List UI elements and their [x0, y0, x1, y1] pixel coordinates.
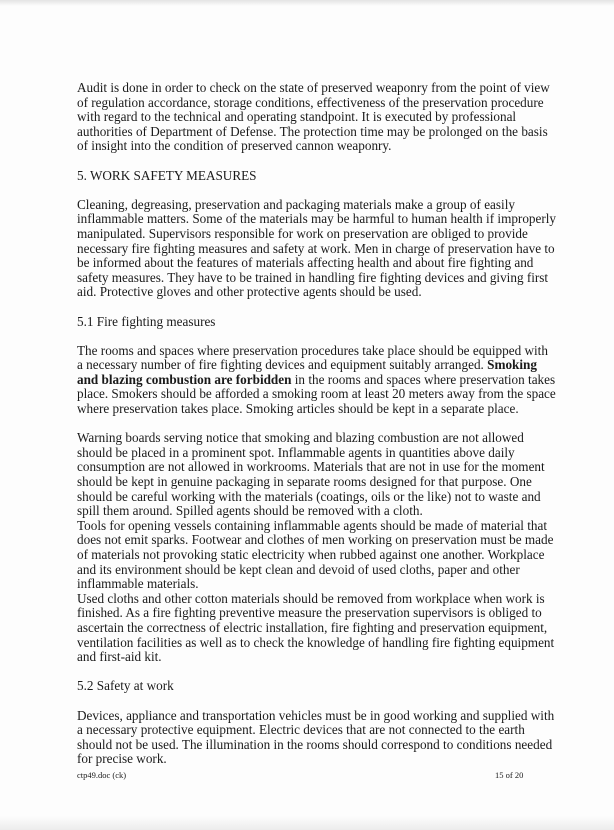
paragraph-text: in the rooms and spaces where preservation takes place. Smokers should be afforded a smoking room at least 20 meters away from the space where preservation takes place. Smoking articles should be kept in a separate place. — [77, 371, 556, 417]
section-5-1-paragraph-1 — [77, 344, 557, 417]
section-5-1-paragraph-4: Used cloths and other cotton materials should be removed from workplace when work is finished. As a fire fighting preventive measure the preservation supervisors is obliged to ascertain the correctness of electric installation, fire fighting and preservation equipment, ventilation facilities as well as to check the knowledge of handling fire fighting equipment and first-aid kit. — [77, 590, 555, 665]
section-5-2-heading: 5.2 Safety at work — [77, 678, 174, 694]
smoking-forbidden-emphasis: Smoking and blazing combustion are forbidden — [77, 357, 537, 387]
document-body — [77, 81, 557, 782]
section-5-1-paragraph-2: Warning boards serving notice that smoking and blazing combustion are not allowed should be placed in a prominent spot. Inflammable agents in quantities above daily consumption are not allowed in workrooms. Materials that are not in use for the moment should be kept in genuine packaging in separate rooms designed for that purpose. One should be careful working with the materials (coatings, oils or the like) not to waste and spill them around. Spilled agents should be removed with a cloth. — [77, 430, 545, 519]
footer-filename: ctp49.doc (ck) — [77, 770, 127, 780]
section-5-1-heading: 5.1 Fire fighting measures — [77, 313, 216, 329]
scan-edge-top — [0, 0, 614, 6]
section-5-heading: 5. WORK SAFETY MEASURES — [77, 167, 257, 183]
section-5-paragraph: Cleaning, degreasing, preservation and packaging materials make a group of easily inflammable matters. Some of the materials may be harmful to human health if improperly manipulated. Supervisors responsible for work on preservation are obliged to provide necessary fire fighting measures and safety at work. Men in charge of preservation have to be informed about the features of materials affecting health and about fire fighting and safety measures. They have to be trained in handling fire fighting devices and giving first aid. Protective gloves and other protective agents should be used. — [77, 196, 557, 300]
section-5-2-paragraph: Devices, appliance and transportation vehicles must be in good working and supplied with a necessary protective equipment. Electric devices that are not connected to the earth should not be used. The illumination in the rooms should correspond to conditions needed for precise work. — [77, 707, 555, 767]
paragraph-text: The rooms and spaces where preservation procedures take place should be equipped with a necessary number of fire fighting devices and equipment suitably arranged. — [77, 342, 548, 373]
intro-paragraph: Audit is done in order to check on the state of preserved weaponry from the point of view of regulation accordance, storage conditions, effectiveness of the preservation procedure with regard to the technical and operating standpoint. It is executed by professional authorities of Department of Defense. The protection time may be prolonged on the basis of insight into the condition of preserved cannon weaponry. — [77, 80, 550, 154]
section-5-1-paragraph-3: Tools for opening vessels containing inflammable agents should be made of material that does not emit sparks. Footwear and clothes of men working on preservation must be made of materials not provoking static electricity when rubbed against one another. Workplace and its environment should be kept clean and devoid of used cloths, paper and other inflammable materials. — [77, 517, 554, 592]
scan-edge-bottom — [0, 816, 614, 830]
footer-page-number: 15 of 20 — [495, 770, 524, 780]
